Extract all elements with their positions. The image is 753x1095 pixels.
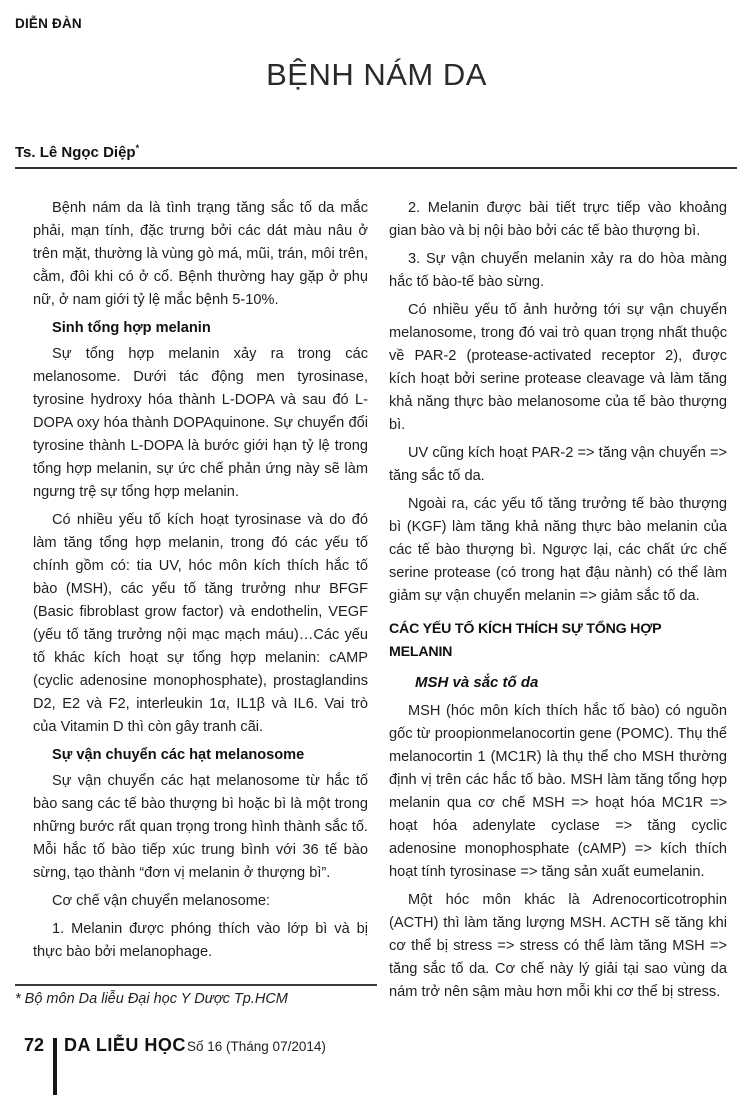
author-byline — [15, 143, 139, 161]
paragraph-mechanism-item-1: 1. Melanin được phóng thích vào lớp bì và bị thực bào bởi melanophage. — [33, 921, 368, 960]
author-name: Ts. Lê Ngọc Diệp — [15, 144, 136, 161]
article-title: BỆNH NÁM DA — [266, 57, 487, 92]
footer-divider-bar — [53, 1038, 57, 1095]
page-number: 72 — [24, 1035, 45, 1055]
footnote-text: * Bộ môn Da liễu Đại học Y Dược Tp.HCM — [15, 991, 288, 1007]
intro-paragraph: Bệnh nám da là tình trạng tăng sắc tố da mắc phải, mạn tính, đặc trưng bởi các dát màu nâu ở trên mặt, thường là vùng gò má, mũi, trán, môi trên, cằm, đôi khi có ở cổ. Bệnh thường hay gặp ở phụ nữ, ở nam giới tỷ lệ mắc bệnh 5-10%. — [33, 200, 368, 308]
footnote-block — [15, 984, 377, 1007]
paragraph-msh-mechanism: MSH (hóc môn kích thích hắc tố bào) có nguồn gốc từ proopionmelanocortin gene (POMC). Thụ thể melanocortin 1 (MC1R) là thụ thể cho MSH thường định vị trên các hắc tố bào. MSH làm tăng tổng hợp melanin qua cơ chế MSH => hoạt hóa MC1R => hoạt hóa adenylate cyclase => tăng cyclic adenosine monophosphate (cAMP) => kích thích hoạt tính tyrosinase => tăng sản xuất eumelanin. — [389, 703, 727, 880]
right-column — [389, 197, 727, 1009]
paragraph-mechanism-item-2: 2. Melanin được bài tiết trực tiếp vào khoảng gian bào và bị nội bào bởi các tế bào thượng bì. — [389, 200, 727, 239]
author-footnote-mark: * — [135, 143, 140, 153]
paragraph-uv-par2: UV cũng kích hoạt PAR-2 => tăng vận chuyển => tăng sắc tố da. — [389, 445, 727, 484]
subheading-msh: MSH và sắc tố da — [415, 674, 539, 691]
paragraph-melanin-synthesis: Sự tổng hợp melanin xảy ra trong các melanosome. Dưới tác động men tyrosinase, tyrosine hydroxy hóa thành L-DOPA và sau đó L-DOPA oxy hóa thành DOPAquinone. Sự chuyển đổi tyrosine thành L-DOPA là bước giới hạn tỷ lệ trong tổng hợp melanin, sự ức chế phản ứng này sẽ làm ngưng trệ sự tổng hợp melanin. — [33, 346, 368, 500]
paragraph-tyrosinase-factors: Có nhiều yếu tố kích hoạt tyrosinase và do đó làm tăng tổng hợp melanin, trong đó các yếu tố chính gồm có: tia UV, hóc môn kích thích hắc tố bào (MSH), các yếu tố tăng trưởng như BFGF (Basic fibroblast grow factor) và endothelin, VEGF (yếu tố tăng trưởng nội mạc mạch máu)…Các yếu tố khác kích hoạt sự tổng hợp melanin: cAMP (cyclic adenosine monophosphate), prostaglandins D2, E2 và F2, interleukin 1α, IL1β và IL6. Vai trò của Vitamin D thì còn gây tranh cãi. — [33, 512, 368, 735]
paragraph-acth-stress: Một hóc môn khác là Adrenocorticotrophin (ACTH) thì làm tăng lượng MSH. ACTH sẽ tăng khi cơ thể bị stress => stress có thể làm tăng MSH => tăng sắc tố da. Cơ chế này lý giải tại sao vùng da nám trở nên sậm màu hơn mỗi khi cơ thể bị stress. — [389, 892, 727, 1000]
subheading-melanosome-transport: Sự vận chuyển các hạt melanosome — [52, 747, 305, 763]
paragraph-kgf-serine-protease: Ngoài ra, các yếu tố tăng trưởng tế bào thượng bì (KGF) làm tăng khả năng thực bào melanin của các tế bào thượng bì. Ngược lại, các chất ức chế serine protease (có trong hạt đậu nành) có thể làm giảm sự vận chuyển melanin => giảm sắc tố da. — [389, 496, 727, 604]
header-rule — [15, 167, 737, 169]
issue-info: Số 16 (Tháng 07/2014) — [187, 1039, 326, 1054]
paragraph-mechanism-item-3: 3. Sự vận chuyển melanin xảy ra do hòa màng hắc tố bào-tế bào sừng. — [389, 251, 727, 290]
journal-title: DA LIỄU HỌC — [64, 1035, 186, 1055]
paragraph-melanosome-transport: Sự vận chuyển các hạt melanosome từ hắc tố bào sang các tế bào thượng bì hoặc bì là một trong những bước rất quan trọng trong hình thành sắc tố. Mỗi hắc tố bào tiếp xúc trung bình với 36 tế bào sừng, tạo thành “đơn vị melanin ở thượng bì”. — [33, 773, 368, 881]
paragraph-transport-mechanism-intro: Cơ chế vận chuyển melanosome: — [52, 893, 271, 909]
two-column-body — [33, 197, 727, 1009]
section-kicker: DIỄN ĐÀN — [15, 16, 82, 31]
paragraph-par2: Có nhiều yếu tố ảnh hưởng tới sự vận chuyển melanosome, trong đó vai trò quan trọng nhất thuộc về PAR-2 (protease-activated receptor 2), được kích hoạt bởi serine protease cleavage và làm tăng khả năng thực bào melanosome của tế bào thượng bì. — [389, 302, 727, 433]
subheading-melanin-synthesis: Sinh tổng hợp melanin — [52, 320, 211, 336]
section-heading-stimulating-factors: CÁC YẾU TỐ KÍCH THÍCH SỰ TỔNG HỢP MELANIN — [389, 621, 662, 660]
left-column — [33, 197, 368, 1009]
